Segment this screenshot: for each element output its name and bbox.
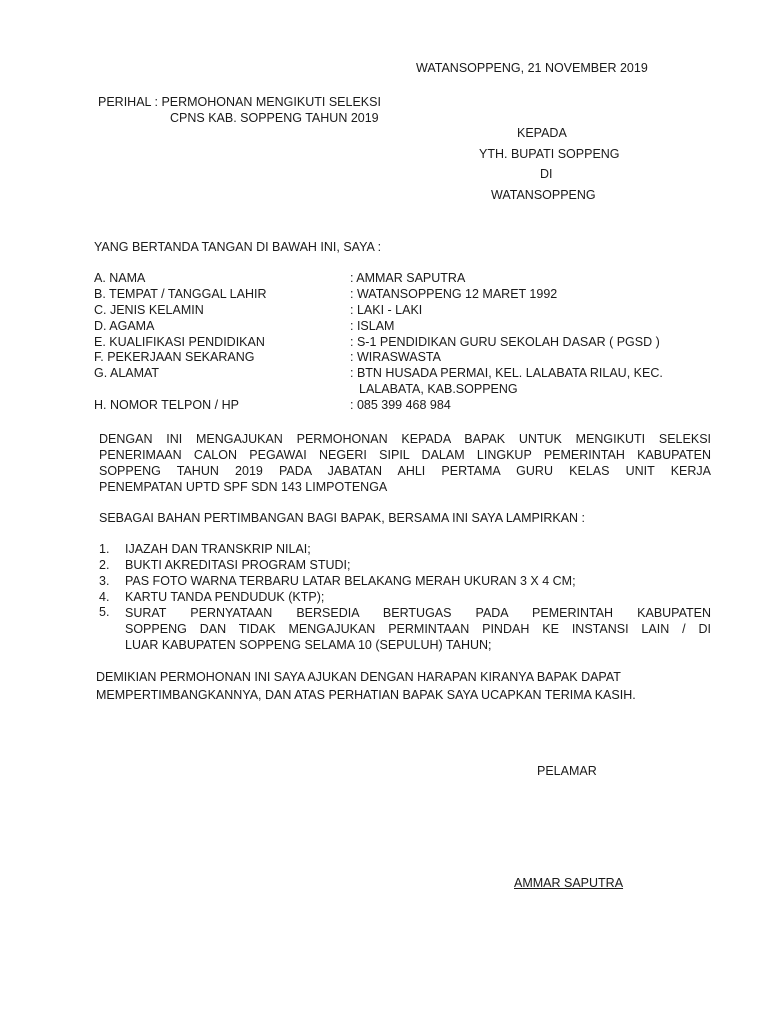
signature-name: AMMAR SAPUTRA <box>514 876 624 890</box>
identity-value: : WIRASWASTA <box>350 350 441 364</box>
identity-label: B. TEMPAT / TANGGAL LAHIR <box>94 287 267 301</box>
closing-line: DEMIKIAN PERMOHONAN INI SAYA AJUKAN DENGAN HARAPAN KIRANYA BAPAK DAPAT <box>96 670 621 684</box>
list-number: 5. <box>99 605 110 619</box>
identity-value: : LAKI - LAKI <box>350 303 423 317</box>
list-item-continued: SOPPENG DAN TIDAK MENGAJUKAN PERMINTAAN PINDAH KE INSTANSI LAIN / DI <box>125 622 711 636</box>
list-item: PAS FOTO WARNA TERBARU LATAR BELAKANG MERAH UKURAN 3 X 4 CM; <box>125 574 576 588</box>
identity-value: : AMMAR SAPUTRA <box>350 271 466 285</box>
list-item: KARTU TANDA PENDUDUK (KTP); <box>125 590 325 604</box>
attachment-intro: SEBAGAI BAHAN PERTIMBANGAN BAGI BAPAK, BERSAMA INI SAYA LAMPIRKAN : <box>99 511 586 525</box>
recipient-di: DI <box>540 167 553 181</box>
identity-label: G. ALAMAT <box>94 366 160 380</box>
identity-label: H. NOMOR TELPON / HP <box>94 398 239 412</box>
identity-label: D. AGAMA <box>94 319 155 333</box>
identity-value: : BTN HUSADA PERMAI, KEL. LALABATA RILAU, KEC. <box>350 366 663 380</box>
recipient-kepada: KEPADA <box>517 126 567 140</box>
closing-line: MEMPERTIMBANGKANNYA, DAN ATAS PERHATIAN BAPAK SAYA UCAPKAN TERIMA KASIH. <box>96 688 636 702</box>
paragraph-line: PENEMPATAN UPTD SPF SDN 143 LIMPOTENGA <box>99 480 388 494</box>
identity-label: A. NAMA <box>94 271 146 285</box>
identity-value: : 085 399 468 984 <box>350 398 451 412</box>
list-number: 2. <box>99 558 110 572</box>
list-number: 3. <box>99 574 110 588</box>
list-item: SURAT PERNYATAAN BERSEDIA BERTUGAS PADA PEMERINTAH KABUPATEN <box>125 606 711 620</box>
list-item-continued: LUAR KABUPATEN SOPPENG SELAMA 10 (SEPULUH) TAHUN; <box>125 638 492 652</box>
date-line: WATANSOPPENG, 21 NOVEMBER 2019 <box>416 61 648 75</box>
identity-label: E. KUALIFIKASI PENDIDIKAN <box>94 335 265 349</box>
list-number: 4. <box>99 590 110 604</box>
identity-label: F. PEKERJAAN SEKARANG <box>94 350 255 364</box>
perihal-line-2: CPNS KAB. SOPPENG TAHUN 2019 <box>170 111 379 125</box>
identity-label: C. JENIS KELAMIN <box>94 303 204 317</box>
paragraph-line: PENERIMAAN CALON PEGAWAI NEGERI SIPIL DALAM LINGKUP PEMERINTAH KABUPATEN <box>99 448 711 462</box>
intro-line: YANG BERTANDA TANGAN DI BAWAH INI, SAYA : <box>94 240 382 254</box>
identity-value: : S-1 PENDIDIKAN GURU SEKOLAH DASAR ( PGSD ) <box>350 335 660 349</box>
list-number: 1. <box>99 542 110 556</box>
paragraph-line: SOPPENG TAHUN 2019 PADA JABATAN AHLI PERTAMA GURU KELAS UNIT KERJA <box>99 464 711 478</box>
perihal-line-1: PERIHAL : PERMOHONAN MENGIKUTI SELEKSI <box>98 95 381 109</box>
identity-value: : ISLAM <box>350 319 395 333</box>
recipient-yth: YTH. BUPATI SOPPENG <box>479 147 620 161</box>
signature-title: PELAMAR <box>537 764 597 778</box>
list-item: BUKTI AKREDITASI PROGRAM STUDI; <box>125 558 351 572</box>
recipient-place: WATANSOPPENG <box>491 188 596 202</box>
identity-value: : WATANSOPPENG 12 MARET 1992 <box>350 287 558 301</box>
list-item: IJAZAH DAN TRANSKRIP NILAI; <box>125 542 311 556</box>
paragraph-line: DENGAN INI MENGAJUKAN PERMOHONAN KEPADA BAPAK UNTUK MENGIKUTI SELEKSI <box>99 432 711 446</box>
identity-value-continued: LALABATA, KAB.SOPPENG <box>359 382 518 396</box>
